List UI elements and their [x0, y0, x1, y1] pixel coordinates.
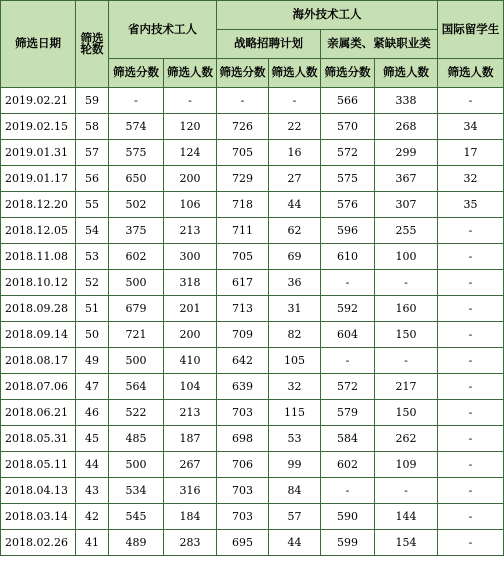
table-row: [1, 426, 504, 452]
cell-strategic-count: 22: [269, 114, 321, 140]
cell-date: 2018.07.06: [1, 374, 76, 400]
cell-strategic-score: 711: [217, 218, 269, 244]
cell-provincial-score: 679: [109, 296, 164, 322]
cell-provincial-count: 283: [164, 530, 217, 556]
cell-strategic-score: 703: [217, 504, 269, 530]
cell-provincial-score: 575: [109, 140, 164, 166]
cell-round: 54: [76, 218, 109, 244]
header-overseas: 海外技术工人: [217, 1, 438, 30]
cell-strategic-count: 57: [269, 504, 321, 530]
cell-intl-count: -: [438, 218, 504, 244]
cell-provincial-score: 650: [109, 166, 164, 192]
cell-strategic-count: 84: [269, 478, 321, 504]
cell-intl-count: -: [438, 348, 504, 374]
cell-family-score: -: [321, 270, 375, 296]
cell-family-score: 570: [321, 114, 375, 140]
cell-strategic-count: 53: [269, 426, 321, 452]
cell-provincial-count: 104: [164, 374, 217, 400]
cell-family-count: 299: [375, 140, 438, 166]
cell-provincial-score: 485: [109, 426, 164, 452]
cell-intl-count: -: [438, 452, 504, 478]
cell-round: 45: [76, 426, 109, 452]
cell-round: 55: [76, 192, 109, 218]
cell-round: 56: [76, 166, 109, 192]
cell-provincial-count: 200: [164, 322, 217, 348]
cell-round: 50: [76, 322, 109, 348]
cell-family-score: 592: [321, 296, 375, 322]
cell-family-count: 217: [375, 374, 438, 400]
cell-date: 2018.09.28: [1, 296, 76, 322]
table-row: [1, 400, 504, 426]
cell-strategic-count: 44: [269, 530, 321, 556]
cell-date: 2018.02.26: [1, 530, 76, 556]
table-row: [1, 504, 504, 530]
cell-provincial-score: 500: [109, 270, 164, 296]
cell-provincial-count: 106: [164, 192, 217, 218]
cell-family-count: 144: [375, 504, 438, 530]
cell-provincial-score: 500: [109, 348, 164, 374]
cell-strategic-count: 31: [269, 296, 321, 322]
cell-intl-count: -: [438, 400, 504, 426]
cell-strategic-count: 99: [269, 452, 321, 478]
cell-family-count: -: [375, 348, 438, 374]
cell-provincial-score: 489: [109, 530, 164, 556]
cell-family-count: 307: [375, 192, 438, 218]
cell-date: 2018.09.14: [1, 322, 76, 348]
header-family: 亲属类、紧缺职业类: [321, 30, 438, 59]
cell-family-count: 160: [375, 296, 438, 322]
cell-round: 44: [76, 452, 109, 478]
cell-provincial-count: 318: [164, 270, 217, 296]
cell-family-count: 255: [375, 218, 438, 244]
cell-provincial-score: 574: [109, 114, 164, 140]
header-strategic-score: 筛选分数: [217, 59, 269, 88]
cell-strategic-count: 105: [269, 348, 321, 374]
cell-strategic-count: 32: [269, 374, 321, 400]
cell-provincial-count: 201: [164, 296, 217, 322]
table-row: [1, 270, 504, 296]
cell-strategic-count: 62: [269, 218, 321, 244]
cell-family-count: 338: [375, 88, 438, 114]
cell-date: 2019.01.31: [1, 140, 76, 166]
cell-round: 51: [76, 296, 109, 322]
cell-date: 2018.05.11: [1, 452, 76, 478]
cell-strategic-count: 44: [269, 192, 321, 218]
header-round-line1: 筛选: [80, 30, 104, 45]
cell-round: 47: [76, 374, 109, 400]
cell-strategic-count: -: [269, 88, 321, 114]
cell-strategic-score: 695: [217, 530, 269, 556]
cell-family-count: 100: [375, 244, 438, 270]
table-row: [1, 322, 504, 348]
cell-date: 2019.02.21: [1, 88, 76, 114]
cell-provincial-count: 124: [164, 140, 217, 166]
cell-family-score: 604: [321, 322, 375, 348]
cell-family-count: 268: [375, 114, 438, 140]
table-row: [1, 530, 504, 556]
cell-date: 2018.10.12: [1, 270, 76, 296]
table-row: [1, 218, 504, 244]
cell-family-count: 150: [375, 322, 438, 348]
cell-strategic-score: 703: [217, 478, 269, 504]
cell-family-score: 610: [321, 244, 375, 270]
cell-provincial-count: 120: [164, 114, 217, 140]
cell-family-score: 575: [321, 166, 375, 192]
cell-family-score: 596: [321, 218, 375, 244]
table-row: [1, 478, 504, 504]
header-intl-count: 筛选人数: [438, 59, 504, 88]
cell-family-score: 579: [321, 400, 375, 426]
cell-strategic-score: 642: [217, 348, 269, 374]
cell-provincial-count: 300: [164, 244, 217, 270]
cell-strategic-score: 703: [217, 400, 269, 426]
table-row: [1, 166, 504, 192]
cell-strategic-count: 16: [269, 140, 321, 166]
cell-date: 2018.12.05: [1, 218, 76, 244]
table-row: [1, 114, 504, 140]
cell-provincial-score: 545: [109, 504, 164, 530]
cell-provincial-score: -: [109, 88, 164, 114]
cell-family-count: 367: [375, 166, 438, 192]
cell-intl-count: -: [438, 88, 504, 114]
cell-intl-count: 17: [438, 140, 504, 166]
cell-round: 42: [76, 504, 109, 530]
cell-family-count: 109: [375, 452, 438, 478]
table-row: [1, 88, 504, 114]
header-date: 筛选日期: [1, 1, 76, 88]
cell-provincial-count: 187: [164, 426, 217, 452]
cell-provincial-count: 316: [164, 478, 217, 504]
cell-round: 58: [76, 114, 109, 140]
cell-intl-count: -: [438, 374, 504, 400]
cell-family-score: 584: [321, 426, 375, 452]
header-family-count: 筛选人数: [375, 59, 438, 88]
cell-strategic-score: 718: [217, 192, 269, 218]
table-row: [1, 374, 504, 400]
table-body: [1, 88, 504, 556]
cell-provincial-count: 213: [164, 400, 217, 426]
cell-strategic-score: 617: [217, 270, 269, 296]
cell-strategic-count: 115: [269, 400, 321, 426]
cell-family-count: 154: [375, 530, 438, 556]
cell-strategic-count: 27: [269, 166, 321, 192]
cell-family-score: 572: [321, 140, 375, 166]
cell-round: 59: [76, 88, 109, 114]
table-row: [1, 192, 504, 218]
header-intl: 国际留学生: [438, 1, 504, 59]
cell-strategic-score: 729: [217, 166, 269, 192]
cell-intl-count: -: [438, 296, 504, 322]
cell-provincial-score: 522: [109, 400, 164, 426]
table-row: [1, 348, 504, 374]
cell-family-score: 566: [321, 88, 375, 114]
cell-family-score: 599: [321, 530, 375, 556]
header-family-score: 筛选分数: [321, 59, 375, 88]
cell-strategic-score: 709: [217, 322, 269, 348]
cell-strategic-score: 698: [217, 426, 269, 452]
header-round-line2: 轮数: [80, 42, 104, 56]
cell-intl-count: -: [438, 478, 504, 504]
cell-strategic-score: -: [217, 88, 269, 114]
cell-family-score: -: [321, 348, 375, 374]
table-row: [1, 296, 504, 322]
cell-round: 52: [76, 270, 109, 296]
header-round: [76, 1, 109, 88]
cell-intl-count: -: [438, 426, 504, 452]
cell-strategic-score: 713: [217, 296, 269, 322]
cell-intl-count: 34: [438, 114, 504, 140]
cell-provincial-score: 502: [109, 192, 164, 218]
cell-family-score: 590: [321, 504, 375, 530]
cell-provincial-score: 564: [109, 374, 164, 400]
cell-provincial-score: 375: [109, 218, 164, 244]
cell-family-score: 602: [321, 452, 375, 478]
cell-strategic-score: 726: [217, 114, 269, 140]
cell-strategic-count: 82: [269, 322, 321, 348]
cell-date: 2018.05.31: [1, 426, 76, 452]
cell-date: 2018.03.14: [1, 504, 76, 530]
cell-intl-count: 35: [438, 192, 504, 218]
header-strategic-count: 筛选人数: [269, 59, 321, 88]
header-provincial-score: 筛选分数: [109, 59, 164, 88]
cell-round: 49: [76, 348, 109, 374]
cell-intl-count: -: [438, 322, 504, 348]
header-provincial: 省内技术工人: [109, 1, 217, 59]
cell-round: 53: [76, 244, 109, 270]
cell-family-count: -: [375, 478, 438, 504]
cell-provincial-count: 410: [164, 348, 217, 374]
cell-intl-count: -: [438, 530, 504, 556]
cell-round: 57: [76, 140, 109, 166]
cell-family-count: 150: [375, 400, 438, 426]
cell-strategic-count: 36: [269, 270, 321, 296]
cell-date: 2018.04.13: [1, 478, 76, 504]
cell-provincial-score: 602: [109, 244, 164, 270]
cell-round: 43: [76, 478, 109, 504]
cell-strategic-score: 639: [217, 374, 269, 400]
cell-family-score: 572: [321, 374, 375, 400]
cell-intl-count: -: [438, 270, 504, 296]
cell-date: 2018.06.21: [1, 400, 76, 426]
cell-provincial-score: 500: [109, 452, 164, 478]
cell-intl-count: 32: [438, 166, 504, 192]
cell-provincial-score: 534: [109, 478, 164, 504]
cell-provincial-count: 213: [164, 218, 217, 244]
cell-intl-count: -: [438, 244, 504, 270]
cell-round: 41: [76, 530, 109, 556]
cell-family-count: 262: [375, 426, 438, 452]
cell-provincial-count: -: [164, 88, 217, 114]
cell-date: 2018.12.20: [1, 192, 76, 218]
cell-date: 2019.01.17: [1, 166, 76, 192]
cell-date: 2018.11.08: [1, 244, 76, 270]
table-row: [1, 244, 504, 270]
table-row: [1, 140, 504, 166]
cell-family-score: 576: [321, 192, 375, 218]
cell-intl-count: -: [438, 504, 504, 530]
cell-family-count: -: [375, 270, 438, 296]
cell-date: 2019.02.15: [1, 114, 76, 140]
cell-strategic-score: 705: [217, 140, 269, 166]
cell-strategic-score: 706: [217, 452, 269, 478]
header-strategic: 战略招聘计划: [217, 30, 321, 59]
cell-provincial-score: 721: [109, 322, 164, 348]
cell-provincial-count: 267: [164, 452, 217, 478]
cell-provincial-count: 200: [164, 166, 217, 192]
cell-round: 46: [76, 400, 109, 426]
cell-date: 2018.08.17: [1, 348, 76, 374]
cell-family-score: -: [321, 478, 375, 504]
table-row: [1, 452, 504, 478]
cell-provincial-count: 184: [164, 504, 217, 530]
cell-strategic-count: 69: [269, 244, 321, 270]
cell-strategic-score: 705: [217, 244, 269, 270]
header-provincial-count: 筛选人数: [164, 59, 217, 88]
